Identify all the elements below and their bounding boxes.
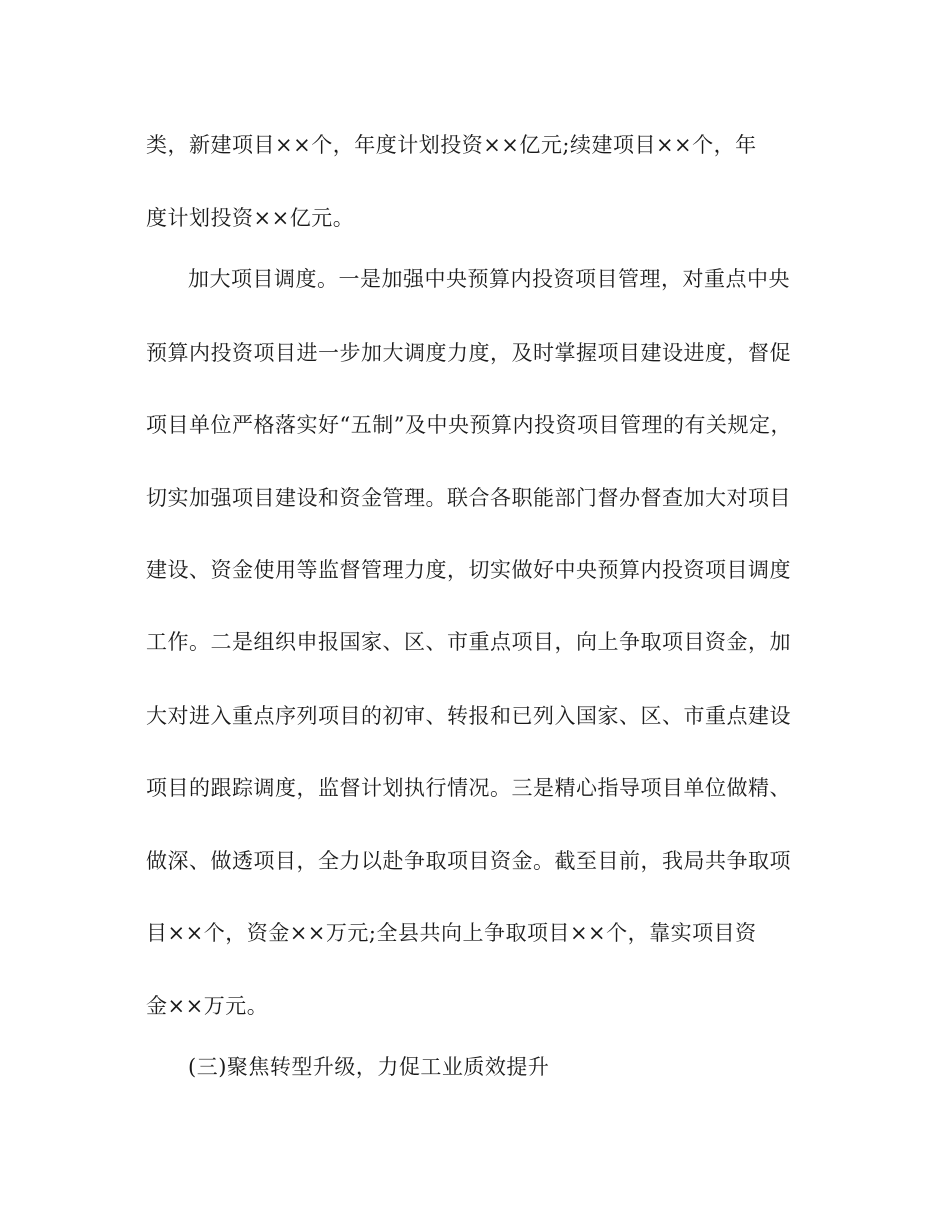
text-line: 建设、资金使用等监督管理力度，切实做好中央预算内投资项目调度 bbox=[146, 558, 791, 582]
text-line: 类，新建项目××个，年度计划投资××亿元;续建项目××个，年 bbox=[146, 133, 757, 157]
text-line: 金××万元。 bbox=[146, 994, 269, 1018]
text-line: 切实加强项目建设和资金管理。联合各职能部门督办督查加大对项目 bbox=[146, 486, 791, 510]
text-line: 做深、做透项目，全力以赴争取项目资金。截至目前，我局共争取项 bbox=[146, 849, 791, 873]
text-line: 工作。二是组织申报国家、区、市重点项目，向上争取项目资金，加 bbox=[146, 630, 791, 654]
text-line: 预算内投资项目进一步加大调度力度，及时掌握项目建设进度，督促 bbox=[146, 341, 791, 365]
text-line: 大对进入重点序列项目的初审、转报和已列入国家、区、市重点建设 bbox=[146, 704, 791, 728]
text-line: 度计划投资××亿元。 bbox=[146, 206, 355, 230]
text-line: 项目的跟踪调度，监督计划执行情况。三是精心指导项目单位做精、 bbox=[146, 776, 791, 800]
section-heading: (三)聚焦转型升级，力促工业质效提升 bbox=[188, 1055, 550, 1079]
text-line: 项目单位严格落实好“五制”及中央预算内投资项目管理的有关规定， bbox=[146, 413, 792, 437]
text-line: 目××个，资金××万元;全县共向上争取项目××个，靠实项目资 bbox=[146, 921, 757, 945]
paragraph-start-line: 加大项目调度。一是加强中央预算内投资项目管理，对重点中央 bbox=[188, 267, 790, 291]
